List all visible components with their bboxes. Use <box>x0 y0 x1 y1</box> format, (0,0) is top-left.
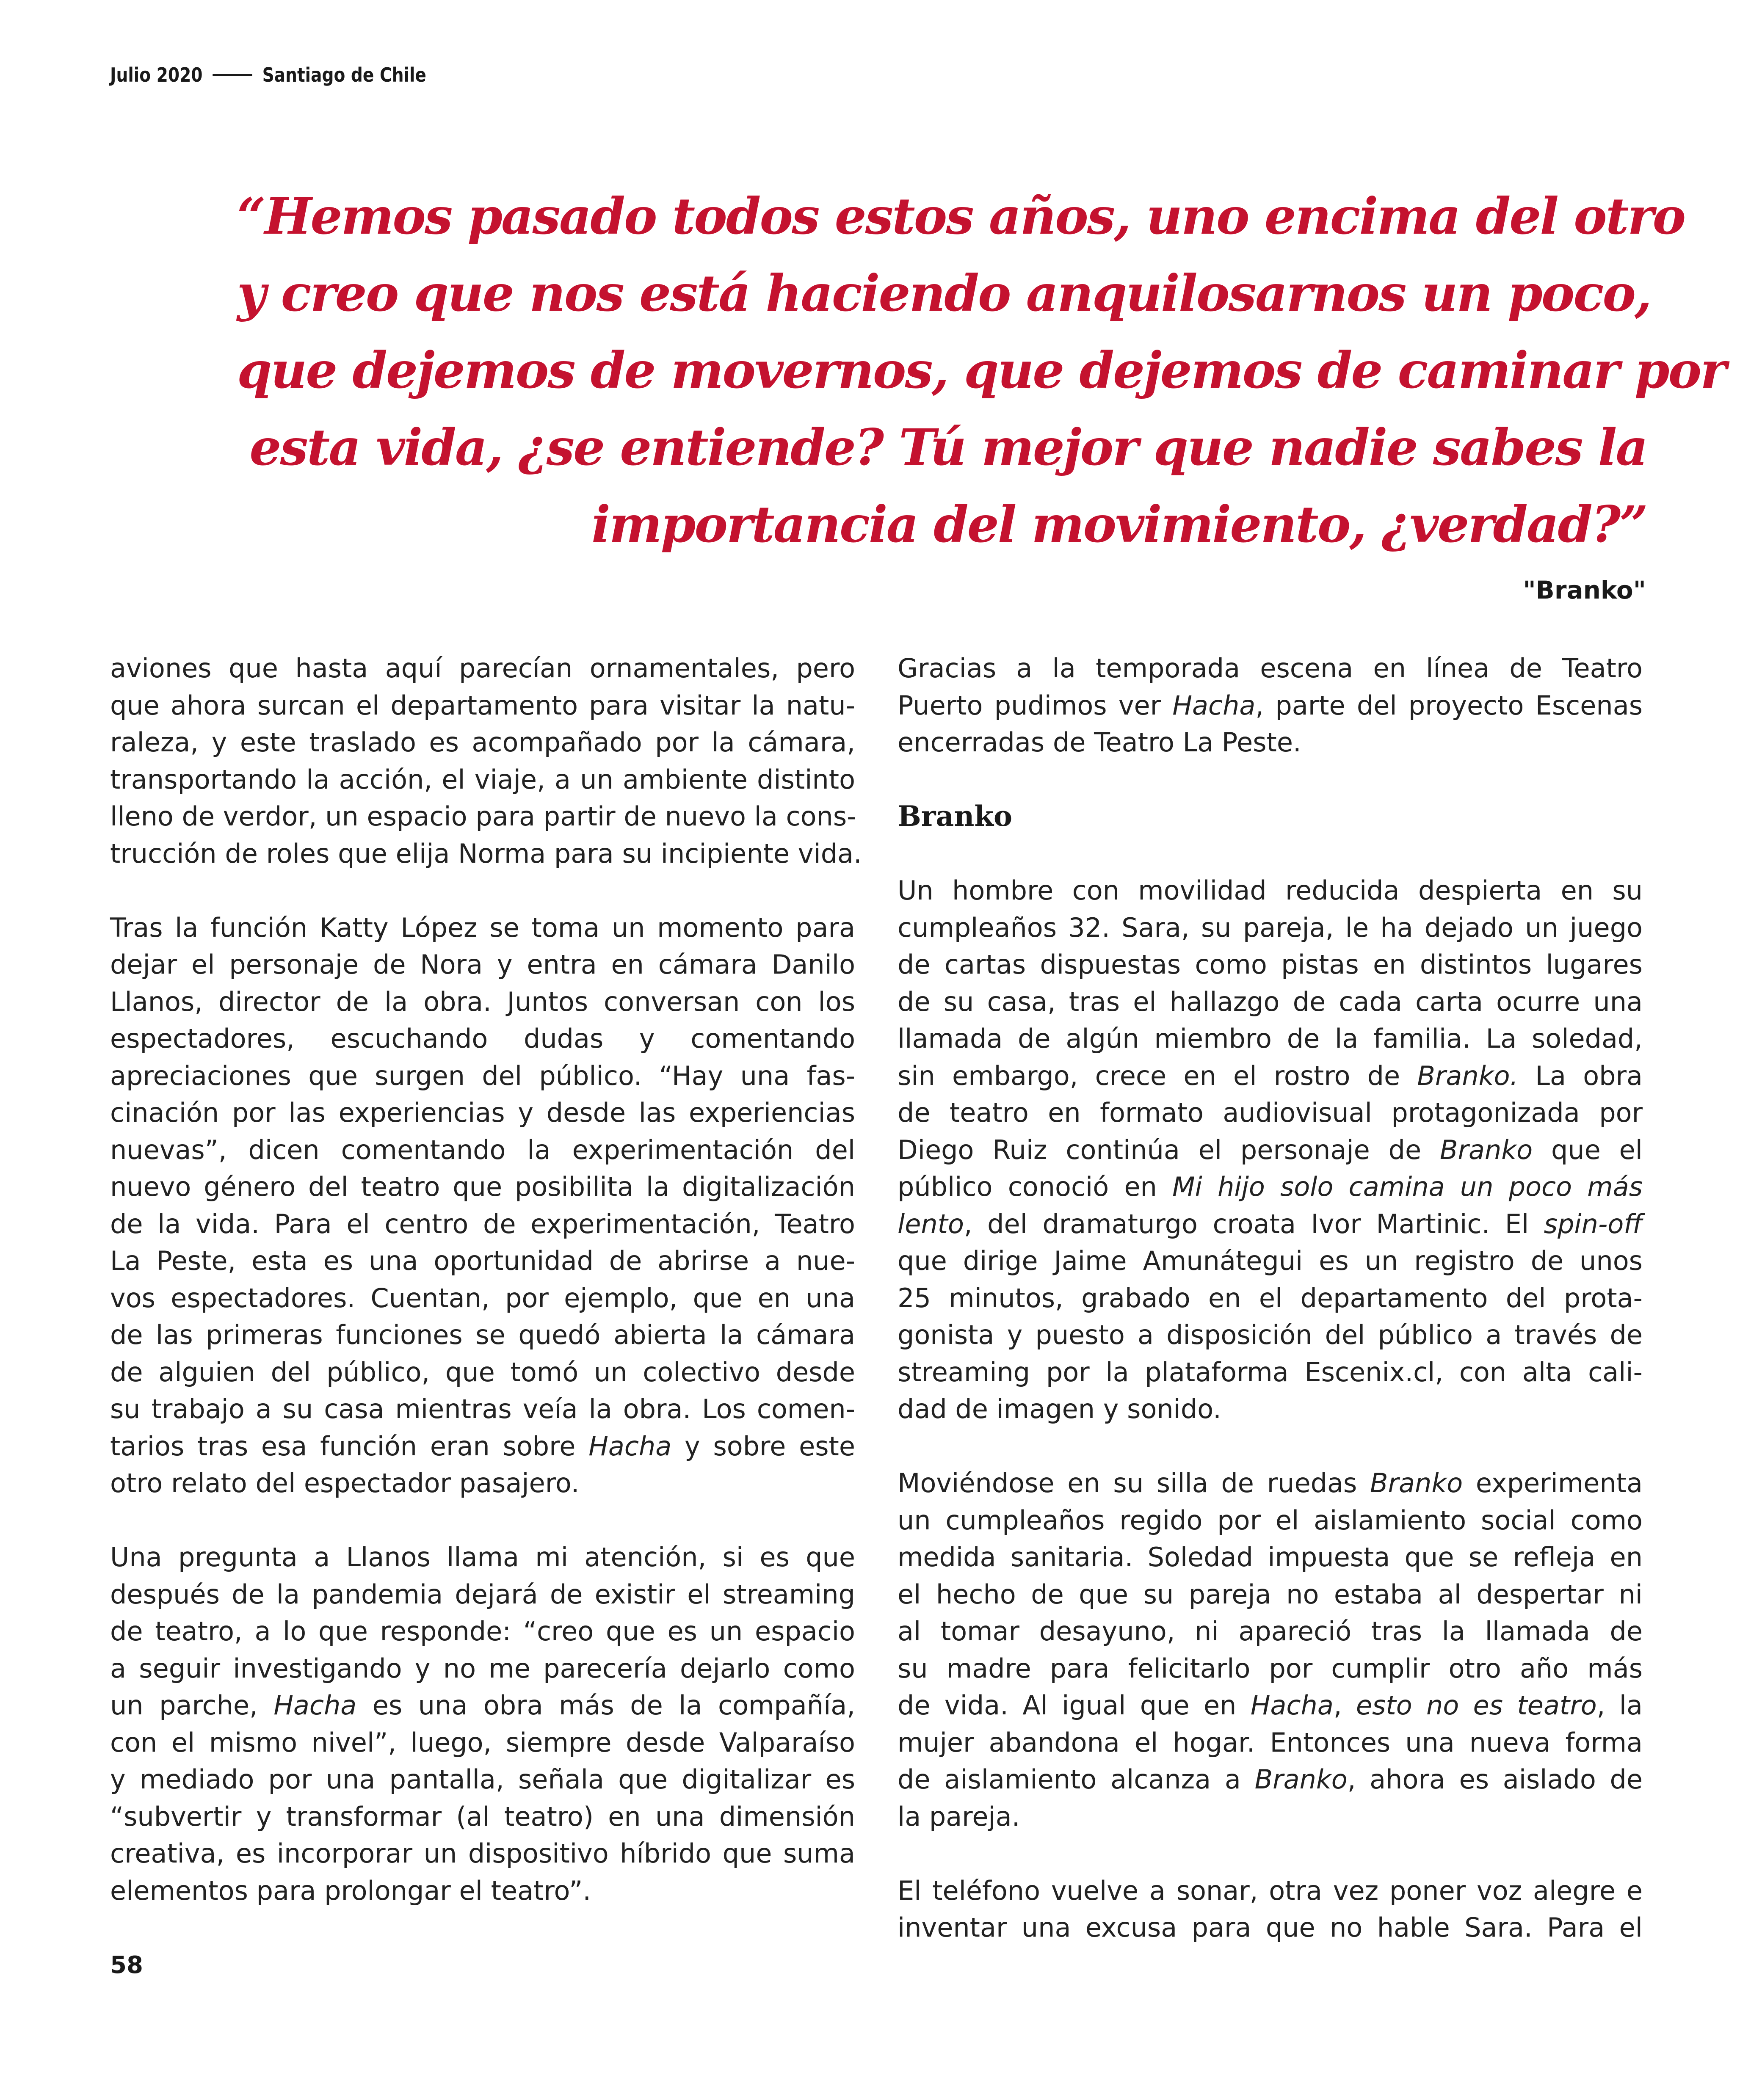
text-run: de vida. Al igual que en <box>898 1690 1251 1721</box>
text-run: sin embargo, crece en el rostro de <box>898 1060 1417 1091</box>
text-line: elementos para prolongar el teatro”. <box>110 1875 591 1906</box>
text-line: trucción de roles que elija Norma para su incipiente vida. <box>110 838 862 869</box>
paragraph <box>898 1465 1643 1835</box>
text-line <box>898 1761 1643 1798</box>
text-run: Diego Ruiz continúa el personaje de <box>898 1134 1440 1165</box>
pull-quote <box>237 178 1726 563</box>
text-line <box>898 1131 1643 1169</box>
italic-title: Branko <box>1439 1134 1533 1165</box>
pull-quote-author: "Branko" <box>1523 576 1646 604</box>
text-line <box>898 1206 1643 1243</box>
italic-term: spin-off <box>1544 1208 1643 1239</box>
page-number: 58 <box>110 1951 143 1979</box>
text-run: es una obra más de la compañía, <box>356 1690 856 1721</box>
text-run: La obra <box>1518 1060 1643 1091</box>
text-line: vos espectadores. Cuentan, por ejemplo, que en una <box>110 1282 855 1314</box>
paragraph <box>898 1872 1643 1946</box>
header-date: Julio 2020 <box>110 63 203 86</box>
text-line: Un hombre con movilidad reducida despierta en su <box>898 875 1643 906</box>
pull-quote-line: “Hemos pasado todos estos años, uno encima del otro <box>237 187 1685 246</box>
text-line: el hecho de que su pareja no estaba al despertar ni <box>898 1578 1643 1610</box>
text-line: con el mismo nivel”, luego, siempre desde Valparaíso <box>110 1727 855 1758</box>
italic-title: lento <box>898 1208 964 1239</box>
text-line: dad de imagen y sonido. <box>898 1394 1221 1424</box>
text-line: encerradas de Teatro La Peste. <box>898 727 1301 758</box>
pull-quote-line: y creo que nos está haciendo anquilosarnos un poco, <box>237 264 1651 323</box>
text-line: mujer abandona el hogar. Entonces una nueva forma <box>898 1727 1643 1758</box>
text-line: un cumpleaños regido por el aislamiento social como <box>898 1504 1643 1536</box>
text-line: creativa, es incorporar un dispositivo híbrido que suma <box>110 1838 855 1869</box>
text-line: dejar el personaje de Nora y entra en cámara Danilo <box>110 949 855 980</box>
text-line: Gracias a la temporada escena en línea de Teatro <box>898 653 1643 684</box>
text-line: de teatro, a lo que responde: “creo que es un espacio <box>110 1616 855 1647</box>
text-run: Moviéndose en su silla de ruedas <box>898 1468 1370 1498</box>
text-run: experimenta <box>1463 1468 1643 1498</box>
text-run: tarios tras esa función eran sobre <box>110 1430 589 1462</box>
paragraph <box>110 650 862 872</box>
paragraph <box>898 650 1643 761</box>
text-line: aviones que hasta aquí parecían ornamentales, pero <box>110 653 855 684</box>
text-line: cinación por las experiencias y desde las experiencias <box>110 1097 855 1128</box>
text-line: raleza, y este traslado es acompañado por la cámara, <box>110 727 855 758</box>
text-line: 25 minutos, grabado en el departamento del prota- <box>898 1282 1643 1314</box>
text-line: gonista y puesto a disposición del público a través de <box>898 1319 1643 1350</box>
text-line: nuevo género del teatro que posibilita la digitalización <box>110 1171 855 1202</box>
text-line: que ahora surcan el departamento para visitar la natu- <box>110 690 855 721</box>
text-line <box>898 1465 1643 1502</box>
text-line: llamada de algún miembro de la familia. La soledad, <box>898 1023 1643 1054</box>
text-line: cumpleaños 32. Sara, su pareja, le ha dejado un juego <box>898 912 1643 943</box>
text-line: Una pregunta a Llanos llama mi atención, si es que <box>110 1542 855 1573</box>
text-line: “subvertir y transformar (al teatro) en una dimensión <box>110 1801 855 1832</box>
text-line: otro relato del espectador pasajero. <box>110 1468 580 1498</box>
page-header <box>110 63 426 86</box>
text-line: de cartas dispuestas como pistas en distintos lugares <box>898 949 1643 980</box>
text-run: , <box>1333 1690 1356 1721</box>
text-line: y mediado por una pantalla, señala que digitalizar es <box>110 1764 855 1795</box>
text-run: un parche, <box>110 1690 274 1721</box>
paragraph <box>110 909 855 1502</box>
text-line: de su casa, tras el hallazgo de cada carta ocurre una <box>898 986 1643 1017</box>
text-run: Puerto pudimos ver <box>898 690 1173 721</box>
italic-phrase: esto no es teatro <box>1356 1690 1597 1721</box>
italic-title: Hacha <box>588 1430 672 1462</box>
text-line: streaming por la plataforma Escenix.cl, con alta cali- <box>898 1356 1643 1388</box>
right-column <box>898 650 1643 1983</box>
text-line: a seguir investigando y no me parecería dejarlo como <box>110 1653 855 1684</box>
text-line: transportando la acción, el viaje, a un ambiente distinto <box>110 764 855 795</box>
text-line: espectadores, escuchando dudas y comentando <box>110 1023 855 1054</box>
italic-title: Branko <box>1370 1468 1463 1498</box>
text-run: , ahora es aislado de <box>1347 1764 1643 1795</box>
text-run: , parte del proyecto Escenas <box>1255 690 1643 721</box>
text-line: El teléfono vuelve a sonar, otra vez poner voz alegre e <box>898 1875 1643 1906</box>
text-run: público conoció en <box>898 1171 1173 1202</box>
text-line <box>110 1687 855 1724</box>
text-line <box>898 1687 1643 1724</box>
text-line: de las primeras funciones se quedó abierta la cámara <box>110 1319 855 1350</box>
text-line <box>898 1168 1643 1206</box>
italic-title: Hacha <box>1250 1690 1334 1721</box>
text-line: de alguien del público, que tomó un colectivo desde <box>110 1356 855 1388</box>
text-line <box>898 687 1643 724</box>
italic-title: Hacha <box>1172 690 1256 721</box>
text-line: La Peste, esta es una oportunidad de abrirse a nue- <box>110 1245 855 1276</box>
text-run: , del dramaturgo croata Ivor Martinic. El <box>964 1208 1544 1239</box>
text-run: , la <box>1596 1690 1643 1721</box>
text-run: que el <box>1533 1134 1643 1165</box>
text-line: después de la pandemia dejará de existir el streaming <box>110 1578 855 1610</box>
text-line: al tomar desayuno, ni apareció tras la llamada de <box>898 1616 1643 1647</box>
text-line: de teatro en formato audiovisual protagonizada por <box>898 1097 1643 1128</box>
pull-quote-line: que dejemos de movernos, que dejemos de caminar por <box>237 341 1726 400</box>
text-line <box>110 1428 855 1465</box>
paragraph <box>110 1539 855 1909</box>
text-line: lleno de verdor, un espacio para partir de nuevo la cons- <box>110 801 856 832</box>
italic-title: Mi hijo solo camina un poco más <box>1172 1171 1643 1202</box>
text-line: de la vida. Para el centro de experimentación, Teatro <box>110 1208 855 1239</box>
text-run: y sobre este <box>671 1430 856 1462</box>
section-title: Branko <box>898 800 1013 833</box>
text-run: de aislamiento alcanza a <box>898 1764 1255 1795</box>
text-line: que dirige Jaime Amunátegui es un registro de unos <box>898 1245 1643 1276</box>
text-line: su madre para felicitarlo por cumplir otro año más <box>898 1653 1643 1684</box>
text-line: su trabajo a su casa mientras veía la obra. Los comen- <box>110 1394 855 1424</box>
italic-title: Branko <box>1254 1764 1348 1795</box>
paragraph <box>898 872 1643 1428</box>
text-line: Llanos, director de la obra. Juntos conversan con los <box>110 986 855 1017</box>
text-line <box>898 1057 1643 1095</box>
text-line: apreciaciones que surgen del público. “Hay una fas- <box>110 1060 855 1091</box>
text-line: medida sanitaria. Soledad impuesta que se refleja en <box>898 1542 1643 1573</box>
left-column <box>110 650 862 1946</box>
text-line: Tras la función Katty López se toma un momento para <box>110 912 855 943</box>
text-line: nuevas”, dicen comentando la experimentación del <box>110 1134 855 1165</box>
italic-title: Hacha <box>273 1690 357 1721</box>
text-line: inventar una excusa para que no hable Sara. Para el <box>898 1912 1643 1943</box>
italic-title: Branko. <box>1417 1060 1519 1091</box>
pull-quote-line: importancia del movimiento, ¿verdad?” <box>591 495 1647 554</box>
text-line: la pareja. <box>898 1801 1020 1832</box>
header-dash <box>213 74 252 76</box>
pull-quote-line: esta vida, ¿se entiende? Tú mejor que nadie sabes la <box>249 418 1647 477</box>
header-city: Santiago de Chile <box>262 63 426 86</box>
